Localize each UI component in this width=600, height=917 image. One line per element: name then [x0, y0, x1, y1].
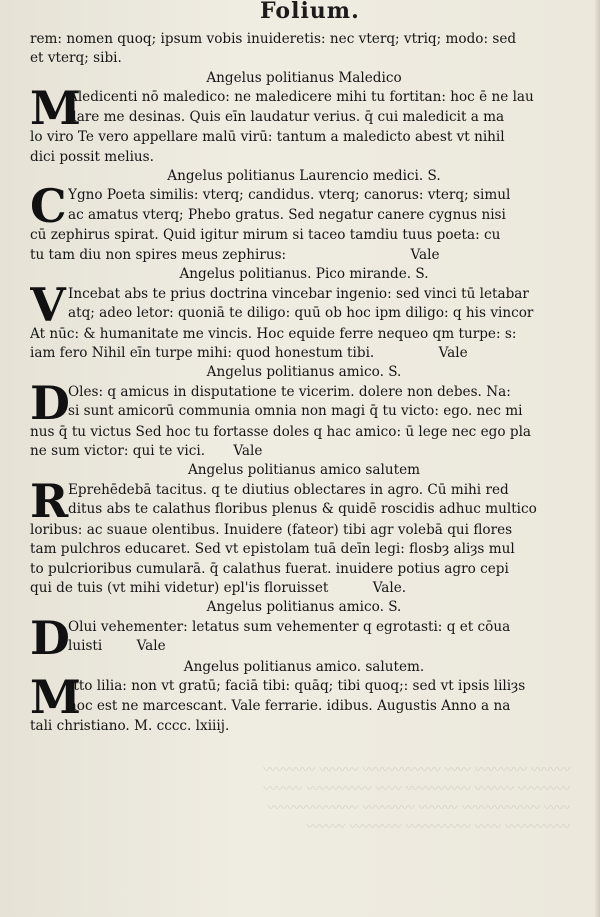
- letter-heading: Angelus politianus Laurencio medici. S.: [167, 167, 441, 184]
- text-line: tam pulchros educaret. Sed vt epistolam tuā deīn legi: flosbȝ aliȝs mul: [30, 541, 515, 558]
- text-line: si sunt amicorū communia omnia non magi q̄ tu victo: ego. nec mi: [68, 403, 523, 420]
- text-line: Incebat abs te prius doctrina vincebar ingenio: sed vinci tū letabar: [68, 285, 529, 302]
- page-edge-shadow: [594, 0, 600, 917]
- drop-capital: M: [30, 677, 81, 718]
- vale-closing: Vale: [233, 443, 263, 460]
- text-line: to pulcrioribus cumularā. q̄ calathus fuerat. inuidere potius agro cepi: [30, 560, 509, 577]
- text-line: loribus: ac suaue olentibus. Inuidere (fateor) tibi agr volebā qui flores: [30, 521, 513, 538]
- letter-block: [30, 285, 578, 325]
- text-line: iam fero Nihil eīn turpe mihi: quod honestum tibi.: [30, 344, 375, 361]
- letter-block: [30, 481, 578, 521]
- letter-heading: Angelus politianus amico. salutem.: [183, 658, 425, 675]
- drop-capital: R: [30, 480, 69, 521]
- drop-capital: D: [30, 382, 70, 423]
- letter-block: [30, 677, 578, 717]
- vale-closing: Vale: [136, 638, 166, 655]
- text-line-with-vale: [30, 442, 578, 461]
- letter-heading: Angelus politianus amico. S.: [206, 599, 402, 616]
- page-text: [30, 30, 578, 737]
- text-line-with-vale: [68, 637, 578, 656]
- text-line: cū zephirus spirat. Quid igitur mirum si taceo tamdiu tuus poeta: cu: [30, 227, 501, 244]
- letter-block: [30, 186, 578, 226]
- drop-capital: D: [30, 617, 70, 658]
- text-line: Ygno Poeta similis: vterq; candidus. vterq; canorus: vterq; simul: [68, 187, 511, 204]
- drop-capital: M: [30, 88, 81, 129]
- text-line: Eprehēdebā tacitus. q te diutius oblectares in agro. Cū mihi red: [68, 481, 509, 498]
- text-line: Aledicenti nō maledico: ne maledicere mihi tu fortitan: hoc ē ne lau: [68, 89, 534, 106]
- text-line-with-vale: [30, 579, 578, 598]
- text-line: tu tam diu non spires meus zephirus:: [30, 246, 287, 263]
- text-line: qui de tuis (vt mihi videtur) epl'is floruisset: [30, 580, 329, 597]
- text-line: nus q̄ tu victus Sed hoc tu fortasse doles q hac amico: ū lege nec ego pla: [30, 423, 532, 440]
- drop-capital: C: [30, 186, 67, 227]
- text-line: hoc est ne marcescant. Vale ferrarie. idibus. Augustis Anno a na: [68, 697, 511, 714]
- text-line: At nūc: & humanitate me vincis. Hoc equide ferre nequeo qm turpe: s:: [30, 325, 517, 342]
- bleed-through-text: 〰〰〰 〰〰〰〰 〰〰 〰〰〰〰〰〰 〰〰〰 〰〰〰〰 〰〰〰〰 〰〰〰 〰〰〰〰〰 〰〰 〰〰〰〰〰 〰〰〰 〰〰 〰〰〰〰〰〰 〰〰〰 〰〰〰〰 〰〰〰〰〰〰〰 〰〰〰〰〰 〰〰 〰〰〰〰〰 〰〰〰〰 〰〰〰: [263, 763, 570, 835]
- text-line: dare me desinas. Quis eīn laudatur verius. q̄ cui maledicit a ma: [68, 108, 505, 125]
- vale-closing: Vale: [438, 344, 468, 361]
- text-line: atq; adeo letor: quoniā te diligo: quū ob hoc ipm diligo: q his vincor: [68, 304, 534, 321]
- text-line: Olui vehementer: letatus sum vehementer q egrotasti: q et cōua: [68, 618, 511, 635]
- page-header: Folium.: [260, 0, 360, 24]
- text-line: ditus abs te calathus floribus plenus & quidē roscidis adhuc multico: [68, 501, 537, 518]
- letter-block: [30, 88, 578, 128]
- vale-closing: Vale: [410, 246, 440, 263]
- text-line: ne sum victor: qui te vici.: [30, 443, 206, 460]
- text-line-with-vale: [30, 344, 578, 363]
- letter-block: [30, 383, 578, 423]
- text-line: Itto lilia: non vt gratū; faciā tibi: quāq; tibi quoq;: sed vt ipsis liliȝs: [68, 678, 526, 695]
- text-line: et vterq; sibi.: [30, 50, 122, 67]
- drop-capital: V: [30, 284, 66, 325]
- text-line: luisti: [68, 638, 103, 655]
- text-line: lo viro Te vero appellare malū virū: tantum a maledicto abest vt nihil: [30, 129, 505, 146]
- text-line: Oles: q amicus in disputatione te vicerim. dolere non debes. Na:: [68, 383, 511, 400]
- text-line: tali christiano. M. cccc. lxiiij.: [30, 718, 230, 735]
- letter-heading: Angelus politianus. Pico mirande. S.: [179, 266, 429, 283]
- letter-heading: Angelus politianus Maledico: [206, 69, 402, 86]
- letter-heading: Angelus politianus amico salutem: [187, 462, 421, 479]
- letter-heading: Angelus politianus amico. S.: [206, 364, 402, 381]
- letter-block: [30, 618, 578, 658]
- text-line-with-vale: [30, 246, 578, 265]
- text-line: dici possit melius.: [30, 148, 154, 165]
- text-line: ac amatus vterq; Phebo gratus. Sed negatur canere cygnus nisi: [68, 206, 506, 223]
- text-line: rem: nomen quoq; ipsum vobis inuideretis: nec vterq; vtriq; modo: sed: [30, 31, 517, 47]
- vale-closing: Vale.: [372, 580, 407, 597]
